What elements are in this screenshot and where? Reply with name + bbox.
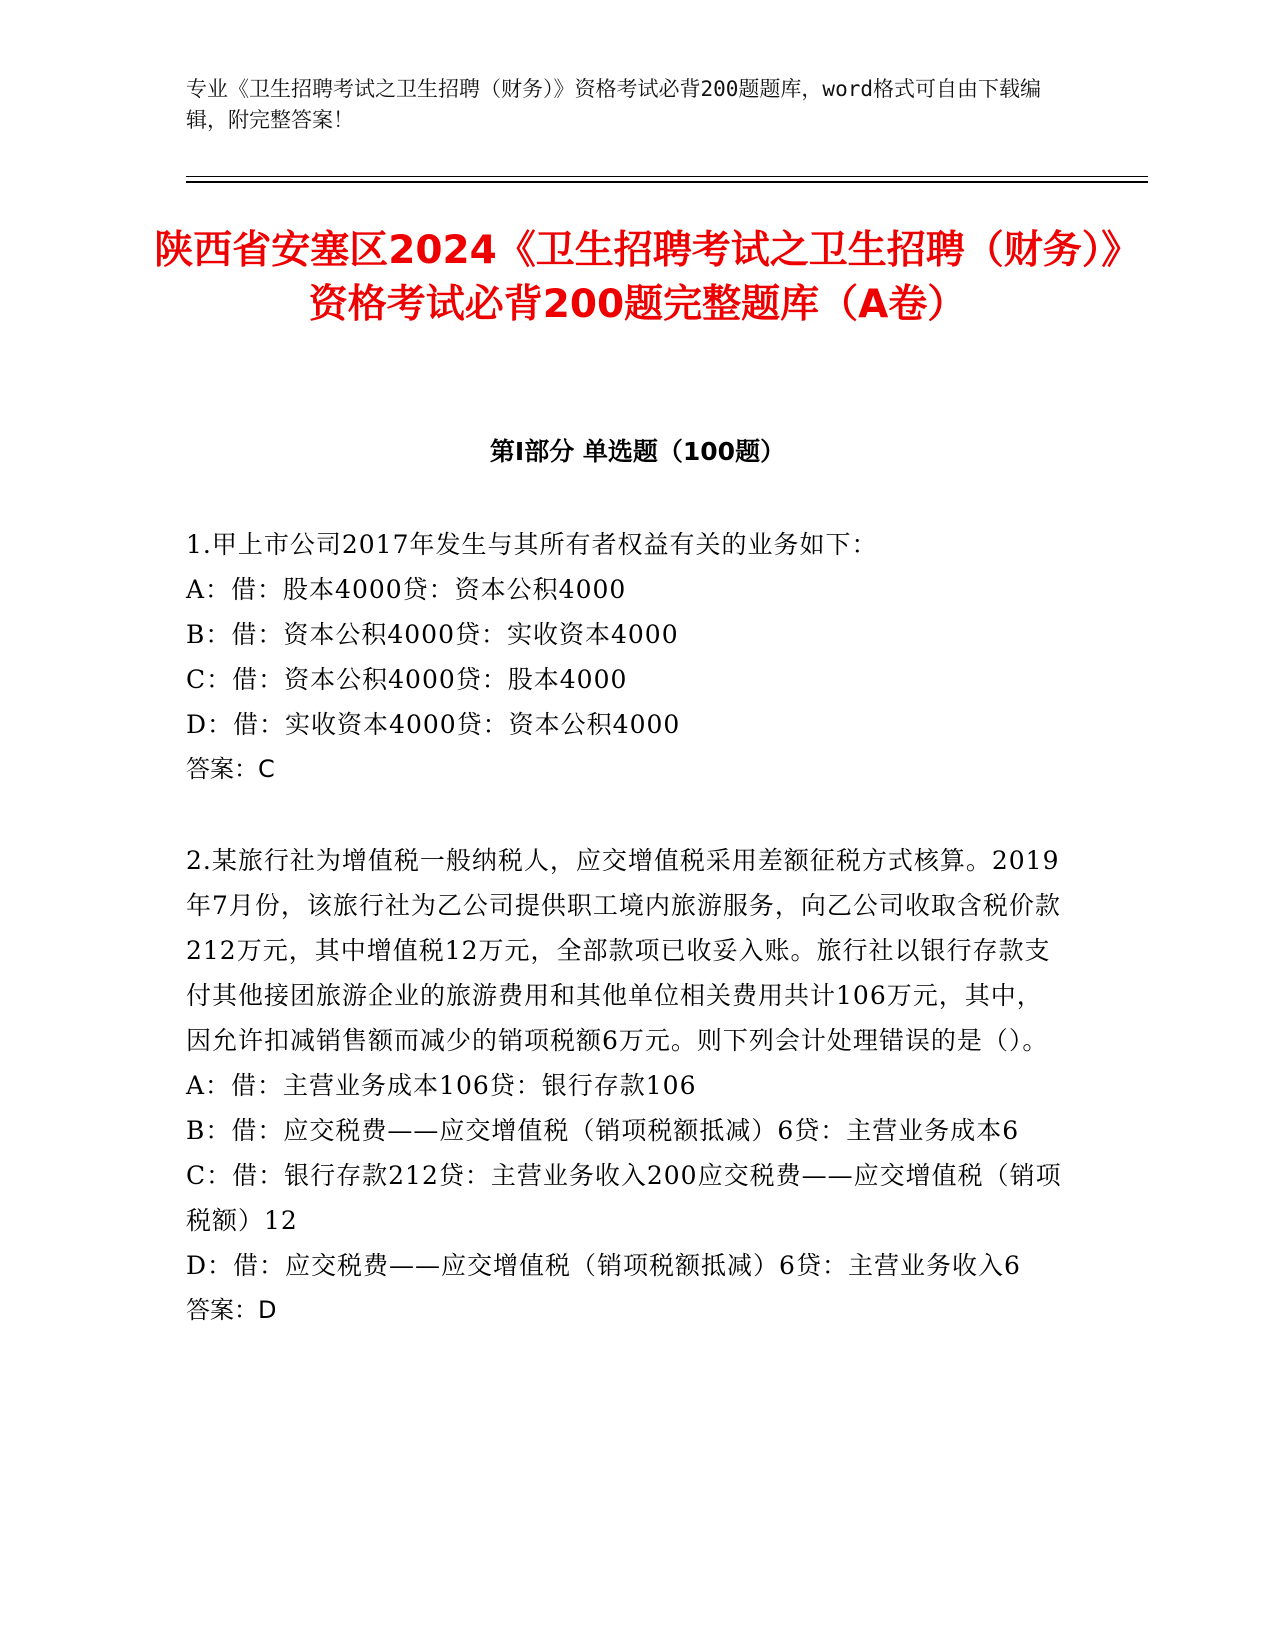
option-d: D：借：实收资本4000贷：资本公积4000 <box>186 710 681 739</box>
answer: 答案：D <box>186 1296 277 1324</box>
option-a: A：借：股本4000贷：资本公积4000 <box>186 575 627 604</box>
section-heading: 第I部分 单选题（100题） <box>489 437 786 466</box>
option-c: C：借：银行存款212贷：主营业务收入200应交税费——应交增值税（销项税额）12 <box>186 1161 1062 1235</box>
option-c: C：借：资本公积4000贷：股本4000 <box>186 665 628 694</box>
question-1 <box>186 522 1066 792</box>
document-title: 陕西省安塞区2024《卫生招聘考试之卫生招聘（财务）》资格考试必背200题完整题库（A卷） <box>154 228 1121 327</box>
header-note: 专业《卫生招聘考试之卫生招聘（财务）》资格考试必背200题题库，word格式可自由下载编辑，附完整答案！ <box>186 77 1041 132</box>
question-2 <box>186 838 1066 1333</box>
question-stem: 1.甲上市公司2017年发生与其所有者权益有关的业务如下： <box>186 530 878 559</box>
option-a: A：借：主营业务成本106贷：银行存款106 <box>186 1071 697 1100</box>
option-d: D：借：应交税费——应交增值税（销项税额抵减）6贷：主营业务收入6 <box>186 1251 1021 1280</box>
option-b: B：借：资本公积4000贷：实收资本4000 <box>186 620 679 649</box>
option-b: B：借：应交税费——应交增值税（销项税额抵减）6贷：主营业务成本6 <box>186 1116 1020 1145</box>
question-stem: 2.某旅行社为增值税一般纳税人，应交增值税采用差额征税方式核算。2019年7月份，该旅行社为乙公司提供职工境内旅游服务，向乙公司收取含税价款212万元，其中增值税12万元，全部款项已收妥入账。旅行社以银行存款支付其他接团旅游企业的旅游费用和其他单位相关费用共计106万元，其中，因允许扣减销售额而减少的销项税额6万元。则下列会计处理错误的是（）。 <box>186 846 1061 1055</box>
header-rule-thin <box>186 176 1148 177</box>
answer: 答案：C <box>186 755 275 783</box>
header-rule-thick <box>186 181 1148 183</box>
